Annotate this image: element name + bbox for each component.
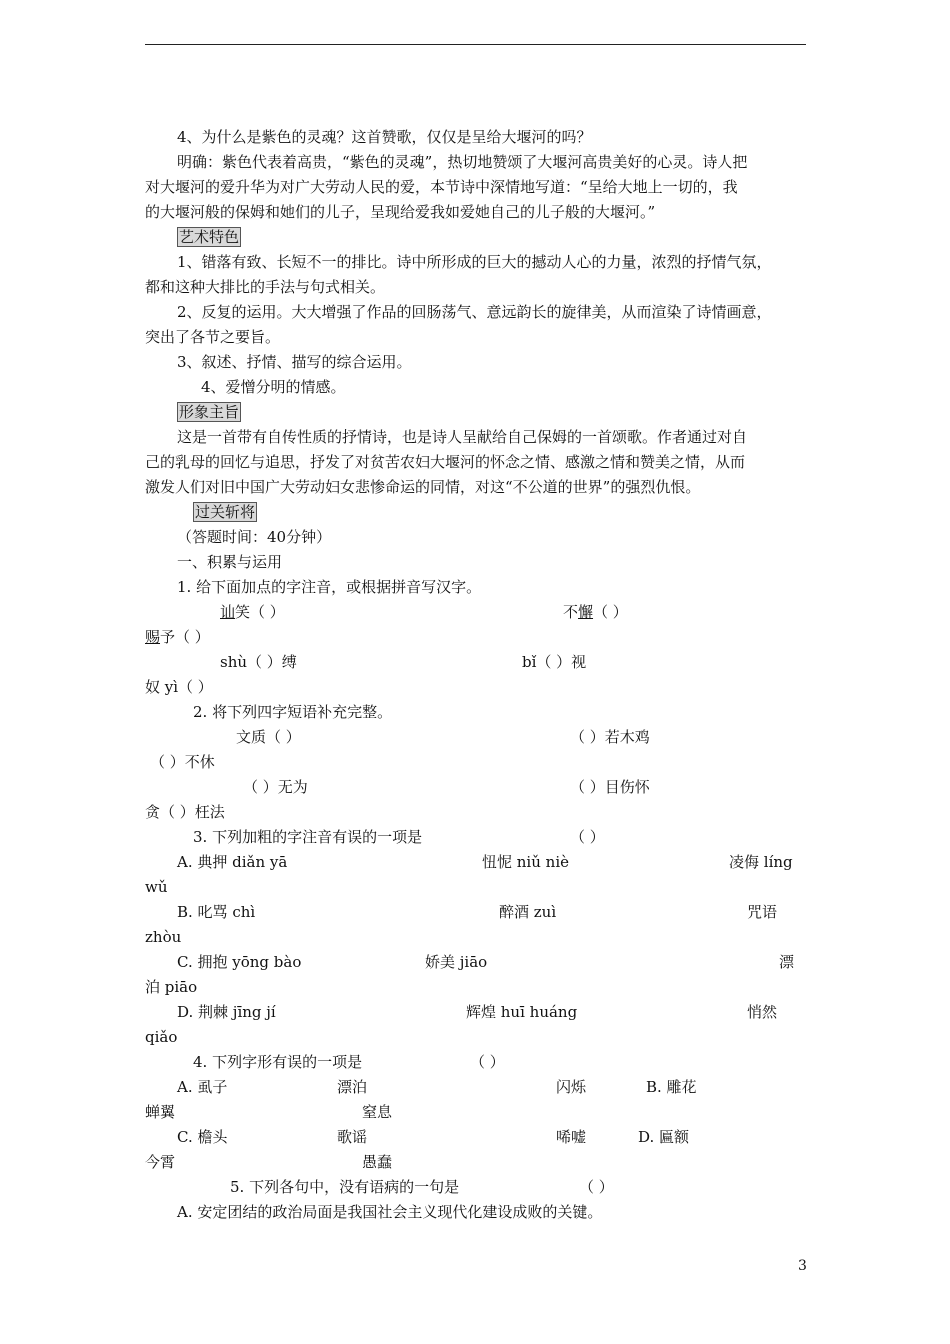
- q4-option-b-3: 窒息: [362, 1103, 393, 1121]
- q4-option-c-2: 歌谣: [337, 1128, 368, 1146]
- q3-answer-paren: （ ）: [570, 828, 605, 846]
- q1-item-e: bǐ（ ）视: [522, 653, 587, 671]
- q4-answer-line-2: 对大堰河的爱升华为对广大劳动人民的爱，本节诗中深情地写道：“呈给大地上一切的，我: [145, 178, 738, 196]
- theme-line-1: 这是一首带有自传性质的抒情诗，也是诗人呈献给自己保姆的一首颂歌。作者通过对自: [177, 428, 748, 446]
- exercise-heading: [193, 502, 257, 522]
- q3-option-b-1: B. 叱骂 chì: [177, 903, 256, 921]
- q2-item-a: 文质（ ）: [236, 728, 301, 746]
- q4-option-d-1: D. 匾额: [638, 1128, 690, 1146]
- theme-line-2: 己的乳母的回忆与追思，抒发了对贫苦农妇大堰河的怀念之情、感激之情和赞美之情，从而: [145, 453, 746, 471]
- q3-option-c-1: C. 拥抱 yōng bào: [177, 953, 302, 971]
- q2-item-e: （ ）目伤怀: [570, 778, 650, 796]
- page-number: 3: [798, 1258, 807, 1274]
- header-rule: [145, 44, 806, 45]
- q4-question: 4、为什么是紫色的灵魂？这首赞歌，仅仅是呈给大堰河的吗？: [177, 128, 592, 146]
- q4-text: 4. 下列字形有误的一项是: [193, 1053, 363, 1071]
- q3-option-d-3: 悄然: [747, 1003, 778, 1021]
- q4-option-a-3: 闪烁: [556, 1078, 587, 1096]
- q3-option-c-2: 娇美 jiāo: [425, 953, 488, 971]
- art-heading: [177, 227, 241, 247]
- q1-item-d: shù（ ）缚: [220, 653, 297, 671]
- q3-option-b-4: zhòu: [145, 928, 182, 946]
- section-1-title: 一、积累与运用: [177, 553, 283, 571]
- q3-option-b-2: 醉酒 zuì: [499, 903, 557, 921]
- q5-text: 5. 下列各句中，没有语病的一句是: [230, 1178, 460, 1196]
- theme-line-3: 激发人们对旧中国广大劳动妇女悲惨命运的同情，对这“不公道的世界”的强烈仇恨。: [145, 478, 701, 496]
- art-p2-line-1: 2、反复的运用。大大增强了作品的回肠荡气、意远韵长的旋律美，从而渲染了诗情画意，: [177, 303, 772, 321]
- art-p4: 4、爱憎分明的情感。: [201, 378, 346, 396]
- q4-option-b-2: 蝉翼: [145, 1103, 176, 1121]
- q1-item-b: 不懈（ ）: [563, 603, 628, 621]
- q3-text: 3. 下列加粗的字注音有误的一项是: [193, 828, 423, 846]
- q4-option-d-2: 今霄: [145, 1153, 176, 1171]
- q2-item-d: （ ）无为: [243, 778, 308, 796]
- q3-option-b-3: 咒语: [747, 903, 778, 921]
- q4-option-a-2: 漂泊: [337, 1078, 368, 1096]
- q3-option-c-3: 漂: [779, 953, 795, 971]
- q5-option-a: A. 安定团结的政治局面是我国社会主义现代化建设成败的关键。: [177, 1203, 603, 1221]
- theme-heading-label: 形象主旨: [179, 403, 240, 421]
- q4-option-a-1: A. 虱子: [177, 1078, 228, 1096]
- q4-option-c-3: 唏嘘: [556, 1128, 587, 1146]
- exercise-heading-label: 过关斩将: [195, 503, 256, 521]
- q4-option-c-1: C. 檐头: [177, 1128, 228, 1146]
- q3-option-a-3: 凌侮 líng: [729, 853, 793, 871]
- art-p1-line-2: 都和这种大排比的手法与句式相关。: [145, 278, 386, 296]
- q2-item-b: （ ）若木鸡: [570, 728, 650, 746]
- q1-text: 1. 给下面加点的字注音，或根据拼音写汉字。: [177, 578, 482, 596]
- q1-item-c: 赐予（ ）: [145, 628, 210, 646]
- q3-option-a-4: wǔ: [145, 878, 168, 896]
- q3-option-d-2: 辉煌 huī huáng: [466, 1003, 578, 1021]
- exercise-time: （答题时间：40分钟）: [177, 528, 332, 546]
- q3-option-a-1: A. 典押 diǎn yā: [177, 853, 288, 871]
- art-p1-line-1: 1、错落有致、长短不一的排比。诗中所形成的巨大的撼动人心的力量，浓烈的抒情气氛，: [177, 253, 772, 271]
- q4-option-d-3: 愚蠢: [362, 1153, 393, 1171]
- q3-option-c-4: 泊 piāo: [145, 978, 198, 996]
- q4-answer-paren: （ ）: [470, 1053, 505, 1071]
- theme-heading: [177, 402, 241, 422]
- q1-item-f: 奴 yì（ ）: [145, 678, 213, 696]
- art-heading-label: 艺术特色: [179, 228, 240, 246]
- q3-option-a-2: 忸怩 niǔ niè: [482, 853, 569, 871]
- q5-answer-paren: （ ）: [579, 1178, 614, 1196]
- art-p2-line-2: 突出了各节之要旨。: [145, 328, 281, 346]
- q2-item-f: 贪（ ）枉法: [145, 803, 225, 821]
- q4-answer-line-3: 的大堰河般的保姆和她们的儿子，呈现给爱我如爱她自己的儿子般的大堰河。”: [145, 203, 656, 221]
- q3-option-d-1: D. 荆棘 jīng jí: [177, 1003, 276, 1021]
- q1-item-a: 讪笑（ ）: [220, 603, 285, 621]
- q4-option-b-1: B. 雕花: [646, 1078, 697, 1096]
- q2-text: 2. 将下列四字短语补充完整。: [193, 703, 393, 721]
- q4-answer-line-1: 明确：紫色代表着高贵，“紫色的灵魂”，热切地赞颂了大堰河高贵美好的心灵。诗人把: [177, 153, 748, 171]
- q3-option-d-4: qiǎo: [145, 1028, 178, 1046]
- art-p3: 3、叙述、抒情、描写的综合运用。: [177, 353, 412, 371]
- q2-item-c: （ ）不休: [150, 753, 215, 771]
